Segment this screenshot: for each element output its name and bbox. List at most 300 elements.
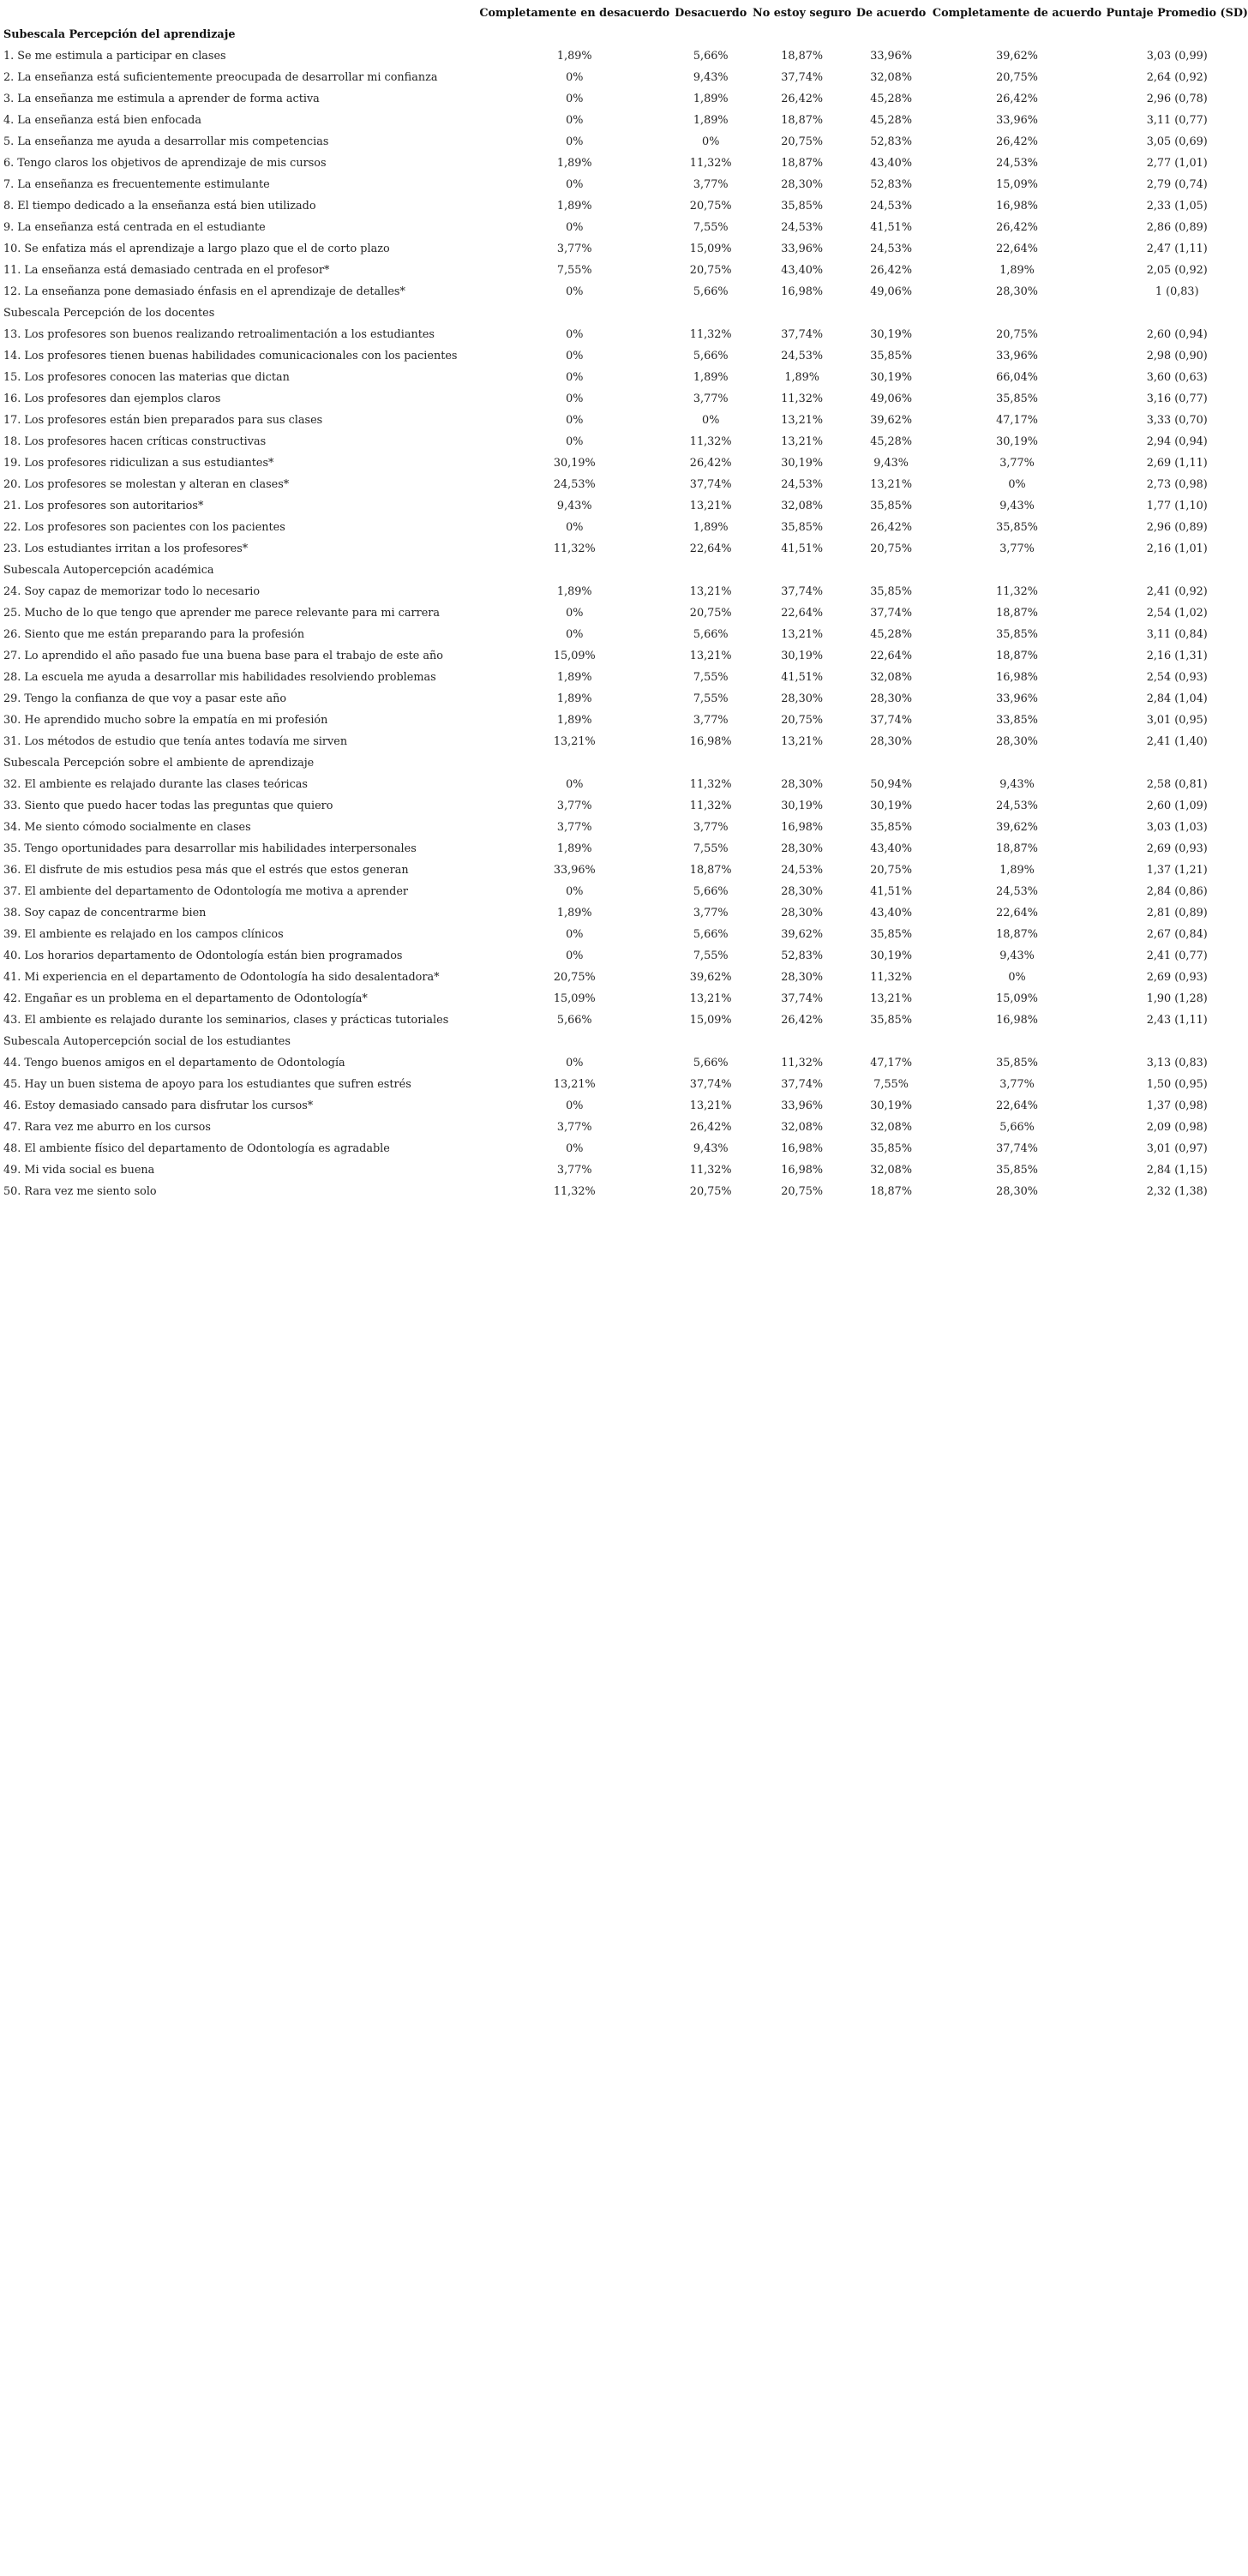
unsure-cell: 20,75% xyxy=(781,1184,824,1198)
subscale-heading-row xyxy=(3,560,1248,581)
table-row xyxy=(3,324,1248,345)
header-disagree: Desacuerdo xyxy=(675,6,747,20)
table-row xyxy=(3,452,1248,474)
unsure-cell: 41,51% xyxy=(781,542,824,555)
unsure-cell: 41,51% xyxy=(781,670,824,684)
mean-score-cell: 2,69 (0,93) xyxy=(1146,970,1208,984)
strongly-disagree-cell: 1,89% xyxy=(556,906,592,920)
table-row xyxy=(3,474,1248,495)
unsure-cell: 11,32% xyxy=(781,1056,824,1069)
unsure-cell: 28,30% xyxy=(781,884,824,898)
agree-cell: 18,87% xyxy=(870,1184,912,1198)
strongly-disagree-cell: 20,75% xyxy=(553,970,596,984)
agree-cell: 52,83% xyxy=(870,135,912,148)
item-text: 7. La enseñanza es frecuentemente estimulante xyxy=(3,177,270,191)
strongly-disagree-cell: 1,89% xyxy=(556,670,592,684)
item-text: 49. Mi vida social es buena xyxy=(3,1163,155,1177)
strongly-disagree-cell: 3,77% xyxy=(556,242,592,255)
table-row xyxy=(3,517,1248,538)
item-text: 31. Los métodos de estudio que tenía antes todavía me sirven xyxy=(3,734,348,748)
strongly-disagree-cell: 0% xyxy=(566,285,584,298)
unsure-cell: 35,85% xyxy=(781,520,824,534)
strongly-agree-cell: 33,96% xyxy=(996,113,1038,127)
strongly-disagree-cell: 0% xyxy=(566,413,584,427)
unsure-cell: 30,19% xyxy=(781,799,824,812)
disagree-cell: 1,89% xyxy=(693,370,729,384)
item-text: 21. Los profesores son autoritarios* xyxy=(3,499,204,512)
strongly-disagree-cell: 1,89% xyxy=(556,692,592,705)
agree-cell: 35,85% xyxy=(870,349,912,362)
unsure-cell: 28,30% xyxy=(781,777,824,791)
table-row xyxy=(3,667,1248,688)
strongly-disagree-cell: 0% xyxy=(566,627,584,641)
strongly-disagree-cell: 0% xyxy=(566,370,584,384)
subscale-heading-row xyxy=(3,24,1248,45)
unsure-cell: 37,74% xyxy=(781,70,824,84)
agree-cell: 37,74% xyxy=(870,713,912,727)
strongly-agree-cell: 66,04% xyxy=(996,370,1038,384)
item-text: 41. Mi experiencia en el departamento de Odontología ha sido desalentadora* xyxy=(3,970,440,984)
unsure-cell: 13,21% xyxy=(781,627,824,641)
disagree-cell: 5,66% xyxy=(693,1056,729,1069)
strongly-disagree-cell: 0% xyxy=(566,884,584,898)
mean-score-cell: 2,33 (1,05) xyxy=(1146,199,1208,213)
disagree-cell: 5,66% xyxy=(693,349,729,362)
item-text: 15. Los profesores conocen las materias que dictan xyxy=(3,370,290,384)
agree-cell: 47,17% xyxy=(870,1056,912,1069)
disagree-cell: 37,74% xyxy=(689,1077,732,1091)
strongly-disagree-cell: 0% xyxy=(566,434,584,448)
agree-cell: 32,08% xyxy=(870,1120,912,1134)
agree-cell: 35,85% xyxy=(870,1013,912,1027)
table-row xyxy=(3,645,1248,667)
mean-score-cell: 2,60 (0,94) xyxy=(1146,327,1208,341)
strongly-agree-cell: 0% xyxy=(1008,477,1026,491)
strongly-disagree-cell: 24,53% xyxy=(553,477,596,491)
disagree-cell: 13,21% xyxy=(689,584,732,598)
item-text: 43. El ambiente es relajado durante los seminarios, clases y prácticas tutoriales xyxy=(3,1013,449,1027)
item-text: 47. Rara vez me aburro en los cursos xyxy=(3,1120,211,1134)
item-text: 4. La enseñanza está bien enfocada xyxy=(3,113,202,127)
table-row xyxy=(3,838,1248,860)
mean-score-cell: 2,43 (1,11) xyxy=(1146,1013,1208,1027)
table-row xyxy=(3,431,1248,452)
table-row xyxy=(3,817,1248,838)
header-strongly-disagree: Completamente en desacuerdo xyxy=(479,6,670,20)
item-text: 50. Rara vez me siento solo xyxy=(3,1184,157,1198)
unsure-cell: 11,32% xyxy=(781,392,824,405)
unsure-cell: 24,53% xyxy=(781,477,824,491)
mean-score-cell: 2,32 (1,38) xyxy=(1146,1184,1208,1198)
disagree-cell: 15,09% xyxy=(689,242,732,255)
mean-score-cell: 2,96 (0,78) xyxy=(1146,92,1208,105)
disagree-cell: 3,77% xyxy=(693,906,729,920)
table-row xyxy=(3,860,1248,881)
mean-score-cell: 2,94 (0,94) xyxy=(1146,434,1208,448)
agree-cell: 52,83% xyxy=(870,177,912,191)
table-row xyxy=(3,45,1248,67)
strongly-disagree-cell: 0% xyxy=(566,349,584,362)
disagree-cell: 3,77% xyxy=(693,177,729,191)
mean-score-cell: 1,37 (0,98) xyxy=(1146,1099,1208,1112)
unsure-cell: 37,74% xyxy=(781,1077,824,1091)
unsure-cell: 43,40% xyxy=(781,263,824,277)
mean-score-cell: 3,01 (0,95) xyxy=(1146,713,1208,727)
mean-score-cell: 3,03 (0,99) xyxy=(1146,49,1208,63)
strongly-agree-cell: 47,17% xyxy=(996,413,1038,427)
mean-score-cell: 2,84 (1,15) xyxy=(1146,1163,1208,1177)
strongly-disagree-cell: 1,89% xyxy=(556,713,592,727)
table-row xyxy=(3,795,1248,817)
strongly-agree-cell: 35,85% xyxy=(996,1163,1038,1177)
strongly-disagree-cell: 13,21% xyxy=(553,734,596,748)
agree-cell: 37,74% xyxy=(870,606,912,620)
mean-score-cell: 2,69 (0,93) xyxy=(1146,842,1208,855)
disagree-cell: 16,98% xyxy=(689,734,732,748)
mean-score-cell: 1,37 (1,21) xyxy=(1146,863,1208,877)
table-row xyxy=(3,881,1248,902)
item-text: 37. El ambiente del departamento de Odontología me motiva a aprender xyxy=(3,884,409,898)
strongly-disagree-cell: 0% xyxy=(566,949,584,962)
strongly-disagree-cell: 30,19% xyxy=(553,456,596,470)
strongly-disagree-cell: 0% xyxy=(566,1141,584,1155)
survey-results-table xyxy=(3,3,1248,1202)
disagree-cell: 1,89% xyxy=(693,113,729,127)
agree-cell: 32,08% xyxy=(870,670,912,684)
strongly-agree-cell: 30,19% xyxy=(996,434,1038,448)
disagree-cell: 11,32% xyxy=(689,434,732,448)
agree-cell: 43,40% xyxy=(870,842,912,855)
agree-cell: 35,85% xyxy=(870,820,912,834)
mean-score-cell: 1,77 (1,10) xyxy=(1146,499,1208,512)
agree-cell: 41,51% xyxy=(870,220,912,234)
mean-score-cell: 2,98 (0,90) xyxy=(1146,349,1208,362)
item-text: 17. Los profesores están bien preparados para sus clases xyxy=(3,413,323,427)
disagree-cell: 13,21% xyxy=(689,1099,732,1112)
disagree-cell: 20,75% xyxy=(689,606,732,620)
table-row xyxy=(3,967,1248,988)
strongly-agree-cell: 3,77% xyxy=(999,1077,1035,1091)
mean-score-cell: 2,81 (0,89) xyxy=(1146,906,1208,920)
disagree-cell: 9,43% xyxy=(693,70,729,84)
strongly-agree-cell: 15,09% xyxy=(996,177,1038,191)
strongly-agree-cell: 35,85% xyxy=(996,392,1038,405)
strongly-agree-cell: 35,85% xyxy=(996,520,1038,534)
agree-cell: 49,06% xyxy=(870,392,912,405)
strongly-disagree-cell: 3,77% xyxy=(556,820,592,834)
strongly-disagree-cell: 0% xyxy=(566,70,584,84)
strongly-disagree-cell: 0% xyxy=(566,177,584,191)
strongly-agree-cell: 39,62% xyxy=(996,820,1038,834)
unsure-cell: 22,64% xyxy=(781,606,824,620)
unsure-cell: 13,21% xyxy=(781,413,824,427)
strongly-disagree-cell: 1,89% xyxy=(556,49,592,63)
agree-cell: 32,08% xyxy=(870,70,912,84)
item-text: 25. Mucho de lo que tengo que aprender me parece relevante para mi carrera xyxy=(3,606,441,620)
unsure-cell: 37,74% xyxy=(781,991,824,1005)
strongly-disagree-cell: 1,89% xyxy=(556,842,592,855)
agree-cell: 30,19% xyxy=(870,370,912,384)
item-text: 27. Lo aprendido el año pasado fue una buena base para el trabajo de este año xyxy=(3,649,443,662)
strongly-disagree-cell: 9,43% xyxy=(556,499,592,512)
header-row xyxy=(3,3,1248,24)
subscale-heading: Subescala Autopercepción social de los estudiantes xyxy=(3,1034,291,1048)
strongly-disagree-cell: 0% xyxy=(566,777,584,791)
disagree-cell: 11,32% xyxy=(689,799,732,812)
agree-cell: 22,64% xyxy=(870,649,912,662)
strongly-agree-cell: 26,42% xyxy=(996,135,1038,148)
mean-score-cell: 2,47 (1,11) xyxy=(1146,242,1208,255)
strongly-agree-cell: 39,62% xyxy=(996,49,1038,63)
item-text: 26. Siento que me están preparando para la profesión xyxy=(3,627,305,641)
agree-cell: 43,40% xyxy=(870,906,912,920)
disagree-cell: 7,55% xyxy=(693,692,729,705)
subscale-heading-row xyxy=(3,752,1248,774)
strongly-disagree-cell: 0% xyxy=(566,927,584,941)
strongly-disagree-cell: 3,77% xyxy=(556,799,592,812)
strongly-agree-cell: 26,42% xyxy=(996,92,1038,105)
table-row xyxy=(3,260,1248,281)
mean-score-cell: 3,11 (0,84) xyxy=(1146,627,1208,641)
mean-score-cell: 2,05 (0,92) xyxy=(1146,263,1208,277)
unsure-cell: 33,96% xyxy=(781,1099,824,1112)
disagree-cell: 20,75% xyxy=(689,199,732,213)
strongly-disagree-cell: 1,89% xyxy=(556,156,592,170)
agree-cell: 24,53% xyxy=(870,242,912,255)
unsure-cell: 37,74% xyxy=(781,584,824,598)
agree-cell: 50,94% xyxy=(870,777,912,791)
agree-cell: 45,28% xyxy=(870,113,912,127)
item-text: 28. La escuela me ayuda a desarrollar mis habilidades resolviendo problemas xyxy=(3,670,436,684)
item-text: 42. Engañar es un problema en el departamento de Odontología* xyxy=(3,991,368,1005)
subscale-heading-row xyxy=(3,303,1248,324)
item-text: 14. Los profesores tienen buenas habilidades comunicacionales con los pacientes xyxy=(3,349,458,362)
subscale-heading: Subescala Percepción de los docentes xyxy=(3,306,215,320)
unsure-cell: 1,89% xyxy=(784,370,819,384)
mean-score-cell: 3,05 (0,69) xyxy=(1146,135,1208,148)
table-row xyxy=(3,1181,1248,1202)
agree-cell: 35,85% xyxy=(870,499,912,512)
item-text: 22. Los profesores son pacientes con los pacientes xyxy=(3,520,285,534)
unsure-cell: 16,98% xyxy=(781,1141,824,1155)
table-row xyxy=(3,710,1248,731)
disagree-cell: 15,09% xyxy=(689,1013,732,1027)
unsure-cell: 32,08% xyxy=(781,1120,824,1134)
agree-cell: 41,51% xyxy=(870,884,912,898)
unsure-cell: 16,98% xyxy=(781,285,824,298)
strongly-agree-cell: 33,96% xyxy=(996,692,1038,705)
table-row xyxy=(3,281,1248,303)
unsure-cell: 28,30% xyxy=(781,692,824,705)
strongly-agree-cell: 1,89% xyxy=(999,863,1035,877)
unsure-cell: 39,62% xyxy=(781,927,824,941)
unsure-cell: 26,42% xyxy=(781,92,824,105)
disagree-cell: 13,21% xyxy=(689,991,732,1005)
mean-score-cell: 2,41 (0,77) xyxy=(1146,949,1208,962)
strongly-disagree-cell: 11,32% xyxy=(553,542,596,555)
unsure-cell: 13,21% xyxy=(781,434,824,448)
table-row xyxy=(3,67,1248,88)
agree-cell: 26,42% xyxy=(870,263,912,277)
table-row xyxy=(3,581,1248,602)
table-row xyxy=(3,110,1248,131)
disagree-cell: 7,55% xyxy=(693,670,729,684)
table-row xyxy=(3,688,1248,710)
agree-cell: 11,32% xyxy=(870,970,912,984)
mean-score-cell: 3,11 (0,77) xyxy=(1146,113,1208,127)
strongly-agree-cell: 18,87% xyxy=(996,842,1038,855)
unsure-cell: 52,83% xyxy=(781,949,824,962)
agree-cell: 30,19% xyxy=(870,949,912,962)
unsure-cell: 20,75% xyxy=(781,135,824,148)
item-text: 16. Los profesores dan ejemplos claros xyxy=(3,392,221,405)
mean-score-cell: 2,58 (0,81) xyxy=(1146,777,1208,791)
table-row xyxy=(3,495,1248,517)
strongly-disagree-cell: 0% xyxy=(566,520,584,534)
strongly-disagree-cell: 1,89% xyxy=(556,584,592,598)
disagree-cell: 5,66% xyxy=(693,927,729,941)
item-text: 8. El tiempo dedicado a la enseñanza está bien utilizado xyxy=(3,199,316,213)
mean-score-cell: 2,77 (1,01) xyxy=(1146,156,1208,170)
disagree-cell: 26,42% xyxy=(689,456,732,470)
mean-score-cell: 3,16 (0,77) xyxy=(1146,392,1208,405)
disagree-cell: 7,55% xyxy=(693,949,729,962)
table-row xyxy=(3,538,1248,560)
agree-cell: 20,75% xyxy=(870,863,912,877)
strongly-agree-cell: 9,43% xyxy=(999,949,1035,962)
header-agree: De acuerdo xyxy=(855,6,927,20)
mean-score-cell: 2,69 (1,11) xyxy=(1146,456,1208,470)
disagree-cell: 20,75% xyxy=(689,1184,732,1198)
disagree-cell: 18,87% xyxy=(689,863,732,877)
mean-score-cell: 2,09 (0,98) xyxy=(1146,1120,1208,1134)
mean-score-cell: 2,96 (0,89) xyxy=(1146,520,1208,534)
disagree-cell: 5,66% xyxy=(693,49,729,63)
agree-cell: 9,43% xyxy=(873,456,909,470)
item-text: 32. El ambiente es relajado durante las clases teóricas xyxy=(3,777,308,791)
agree-cell: 28,30% xyxy=(870,734,912,748)
strongly-agree-cell: 15,09% xyxy=(996,991,1038,1005)
table-row xyxy=(3,131,1248,153)
strongly-disagree-cell: 3,77% xyxy=(556,1120,592,1134)
strongly-disagree-cell: 0% xyxy=(566,1099,584,1112)
strongly-disagree-cell: 5,66% xyxy=(556,1013,592,1027)
item-text: 40. Los horarios departamento de Odontología están bien programados xyxy=(3,949,403,962)
strongly-agree-cell: 1,89% xyxy=(999,263,1035,277)
subscale-heading-row xyxy=(3,1031,1248,1052)
item-text: 24. Soy capaz de memorizar todo lo necesario xyxy=(3,584,261,598)
strongly-agree-cell: 18,87% xyxy=(996,649,1038,662)
disagree-cell: 11,32% xyxy=(689,777,732,791)
header-strongly-agree: Completamente de acuerdo xyxy=(932,6,1102,20)
header-item xyxy=(3,3,477,24)
table-row xyxy=(3,410,1248,431)
table-row xyxy=(3,988,1248,1009)
table-row xyxy=(3,902,1248,924)
unsure-cell: 35,85% xyxy=(781,199,824,213)
agree-cell: 24,53% xyxy=(870,199,912,213)
disagree-cell: 11,32% xyxy=(689,327,732,341)
header-mean-score: Puntaje Promedio (SD) xyxy=(1106,6,1248,20)
table-row xyxy=(3,602,1248,624)
disagree-cell: 9,43% xyxy=(693,1141,729,1155)
item-text: 10. Se enfatiza más el aprendizaje a largo plazo que el de corto plazo xyxy=(3,242,390,255)
strongly-agree-cell: 22,64% xyxy=(996,906,1038,920)
agree-cell: 45,28% xyxy=(870,627,912,641)
item-text: 35. Tengo oportunidades para desarrollar mis habilidades interpersonales xyxy=(3,842,417,855)
disagree-cell: 22,64% xyxy=(689,542,732,555)
strongly-agree-cell: 37,74% xyxy=(996,1141,1038,1155)
item-text: 48. El ambiente físico del departamento de Odontología es agradable xyxy=(3,1141,390,1155)
disagree-cell: 26,42% xyxy=(689,1120,732,1134)
mean-score-cell: 2,16 (1,01) xyxy=(1146,542,1208,555)
item-text: 29. Tengo la confianza de que voy a pasar este año xyxy=(3,692,287,705)
subscale-heading: Subescala Percepción sobre el ambiente de aprendizaje xyxy=(3,756,315,770)
agree-cell: 28,30% xyxy=(870,692,912,705)
item-text: 20. Los profesores se molestan y alteran en clases* xyxy=(3,477,290,491)
agree-cell: 43,40% xyxy=(870,156,912,170)
agree-cell: 13,21% xyxy=(870,991,912,1005)
mean-score-cell: 2,54 (1,02) xyxy=(1146,606,1208,620)
strongly-disagree-cell: 0% xyxy=(566,113,584,127)
subscale-heading: Subescala Percepción del aprendizaje xyxy=(3,27,236,41)
strongly-agree-cell: 24,53% xyxy=(996,799,1038,812)
agree-cell: 35,85% xyxy=(870,1141,912,1155)
unsure-cell: 13,21% xyxy=(781,734,824,748)
mean-score-cell: 1,50 (0,95) xyxy=(1146,1077,1208,1091)
unsure-cell: 18,87% xyxy=(781,49,824,63)
mean-score-cell: 3,01 (0,97) xyxy=(1146,1141,1208,1155)
mean-score-cell: 2,41 (0,92) xyxy=(1146,584,1208,598)
mean-score-cell: 2,79 (0,74) xyxy=(1146,177,1208,191)
strongly-disagree-cell: 1,89% xyxy=(556,199,592,213)
agree-cell: 30,19% xyxy=(870,327,912,341)
strongly-agree-cell: 24,53% xyxy=(996,884,1038,898)
strongly-agree-cell: 3,77% xyxy=(999,456,1035,470)
strongly-agree-cell: 16,98% xyxy=(996,1013,1038,1027)
agree-cell: 7,55% xyxy=(873,1077,909,1091)
table-row xyxy=(3,367,1248,388)
mean-score-cell: 1,90 (1,28) xyxy=(1146,991,1208,1005)
item-text: 19. Los profesores ridiculizan a sus estudiantes* xyxy=(3,456,274,470)
mean-score-cell: 2,67 (0,84) xyxy=(1146,927,1208,941)
table-row xyxy=(3,88,1248,110)
header-unsure: No estoy seguro xyxy=(753,6,852,20)
disagree-cell: 3,77% xyxy=(693,713,729,727)
agree-cell: 26,42% xyxy=(870,520,912,534)
unsure-cell: 24,53% xyxy=(781,220,824,234)
agree-cell: 39,62% xyxy=(870,413,912,427)
agree-cell: 35,85% xyxy=(870,927,912,941)
strongly-agree-cell: 20,75% xyxy=(996,327,1038,341)
strongly-agree-cell: 9,43% xyxy=(999,777,1035,791)
unsure-cell: 37,74% xyxy=(781,327,824,341)
table-row xyxy=(3,217,1248,238)
unsure-cell: 28,30% xyxy=(781,842,824,855)
strongly-disagree-cell: 7,55% xyxy=(556,263,592,277)
unsure-cell: 30,19% xyxy=(781,456,824,470)
disagree-cell: 7,55% xyxy=(693,220,729,234)
item-text: 38. Soy capaz de concentrarme bien xyxy=(3,906,207,920)
item-text: 34. Me siento cómodo socialmente en clases xyxy=(3,820,251,834)
unsure-cell: 28,30% xyxy=(781,177,824,191)
strongly-agree-cell: 9,43% xyxy=(999,499,1035,512)
strongly-agree-cell: 28,30% xyxy=(996,1184,1038,1198)
strongly-agree-cell: 22,64% xyxy=(996,1099,1038,1112)
mean-score-cell: 1 (0,83) xyxy=(1155,285,1199,298)
unsure-cell: 18,87% xyxy=(781,113,824,127)
disagree-cell: 5,66% xyxy=(693,627,729,641)
